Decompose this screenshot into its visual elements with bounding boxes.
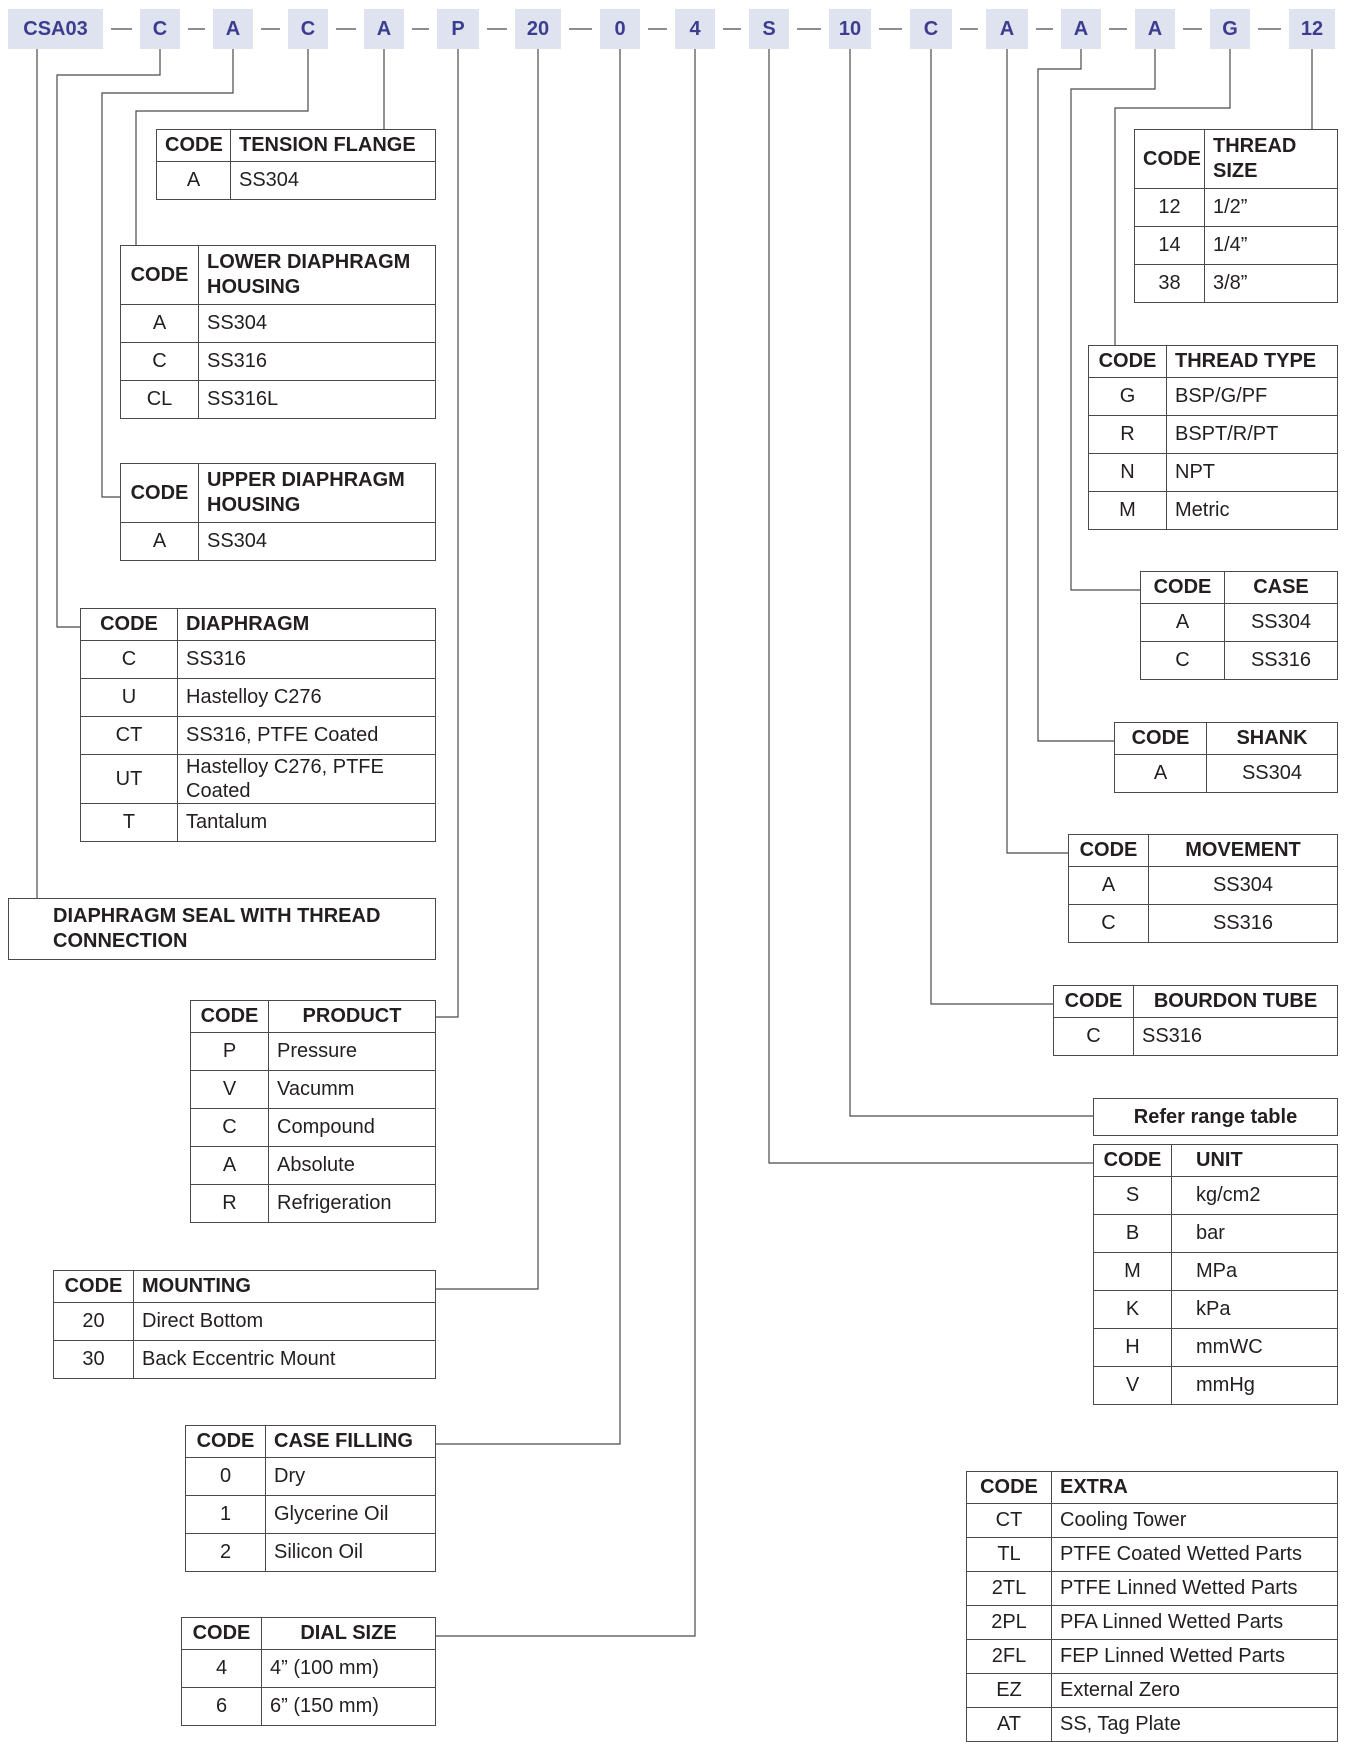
dial-size-table (181, 1617, 436, 1726)
table-row (54, 1303, 436, 1341)
table-title: UNIT (1172, 1145, 1338, 1177)
code-header: CODE (1069, 835, 1149, 867)
code-header: CODE (1089, 346, 1167, 378)
code-segment-12: A (986, 9, 1028, 49)
code-header: CODE (54, 1271, 134, 1303)
row-value: BSPT/R/PT (1167, 416, 1338, 454)
row-value: PFA Linned Wetted Parts (1052, 1606, 1338, 1640)
row-value: SS304 (199, 523, 436, 561)
product-description: DIAPHRAGM SEAL WITH THREAD CONNECTION (53, 905, 381, 952)
row-code: A (191, 1147, 269, 1185)
row-value: Hastelloy C276 (178, 679, 436, 717)
row-value: 4” (100 mm) (262, 1650, 436, 1688)
table-row (81, 804, 436, 842)
row-value: 1/4” (1205, 227, 1338, 265)
row-code: EZ (967, 1674, 1052, 1708)
table-title: DIAPHRAGM (178, 609, 436, 641)
code-segment-3: C (288, 9, 328, 49)
row-code: M (1089, 492, 1167, 530)
table-row (121, 381, 436, 419)
row-code: C (121, 343, 199, 381)
code-segment-6: 20 (515, 9, 561, 49)
table-row (157, 162, 436, 200)
code-segment-0: CSA03 (8, 9, 103, 49)
row-value: SS316 (178, 641, 436, 679)
table-row (1094, 1215, 1338, 1253)
table-row (191, 1147, 436, 1185)
row-value: SS304 (231, 162, 436, 200)
code-segment-16: 12 (1289, 9, 1335, 49)
table-row (1141, 642, 1338, 680)
row-code: 12 (1135, 189, 1205, 227)
row-code: S (1094, 1177, 1172, 1215)
row-value: Cooling Tower (1052, 1504, 1338, 1538)
row-code: A (121, 305, 199, 343)
thread-size-table (1134, 129, 1338, 303)
code-segment-7: 0 (600, 9, 640, 49)
code-segment-1: C (140, 9, 180, 49)
row-code: P (191, 1033, 269, 1071)
table-row (1141, 604, 1338, 642)
table-row (1135, 265, 1338, 303)
row-value: 6” (150 mm) (262, 1688, 436, 1726)
row-code: 38 (1135, 265, 1205, 303)
table-row (1135, 189, 1338, 227)
row-code: UT (81, 755, 178, 804)
row-code: U (81, 679, 178, 717)
table-row (182, 1688, 436, 1726)
code-header: CODE (1135, 130, 1205, 189)
table-row (1054, 1018, 1338, 1056)
row-value: Vacumm (269, 1071, 436, 1109)
thread-type-table (1088, 345, 1338, 530)
table-title: SHANK (1207, 723, 1338, 755)
bourdon-tube-table (1053, 985, 1338, 1056)
row-value: PTFE Coated Wetted Parts (1052, 1538, 1338, 1572)
table-title: MOVEMENT (1149, 835, 1338, 867)
row-code: AT (967, 1708, 1052, 1742)
row-code: H (1094, 1329, 1172, 1367)
row-code: CT (81, 717, 178, 755)
code-header: CODE (81, 609, 178, 641)
extra-table (966, 1471, 1338, 1742)
row-code: 6 (182, 1688, 262, 1726)
row-value: SS304 (1207, 755, 1338, 793)
table-title: MOUNTING (134, 1271, 436, 1303)
case-table (1140, 571, 1338, 680)
product-description-box (8, 898, 436, 960)
product-table (190, 1000, 436, 1223)
row-value: SS316L (199, 381, 436, 419)
row-code: A (121, 523, 199, 561)
table-row (54, 1341, 436, 1379)
code-header: CODE (186, 1426, 266, 1458)
code-segment-9: S (749, 9, 789, 49)
diaphragm-table (80, 608, 436, 842)
row-code: C (81, 641, 178, 679)
row-code: C (1054, 1018, 1134, 1056)
row-code: G (1089, 378, 1167, 416)
table-row (1094, 1329, 1338, 1367)
row-value: Direct Bottom (134, 1303, 436, 1341)
table-row (81, 679, 436, 717)
row-code: 2TL (967, 1572, 1052, 1606)
row-value: SS316 (1225, 642, 1338, 680)
table-row (1094, 1177, 1338, 1215)
code-header: CODE (1141, 572, 1225, 604)
table-row (967, 1538, 1338, 1572)
row-code: V (191, 1071, 269, 1109)
row-code: 14 (1135, 227, 1205, 265)
row-value: Silicon Oil (266, 1534, 436, 1572)
table-row (1069, 867, 1338, 905)
row-code: V (1094, 1367, 1172, 1405)
row-value: PTFE Linned Wetted Parts (1052, 1572, 1338, 1606)
row-value: Pressure (269, 1033, 436, 1071)
code-segment-15: G (1210, 9, 1250, 49)
row-value: 1/2” (1205, 189, 1338, 227)
table-title: LOWER DIAPHRAGM HOUSING (199, 246, 436, 305)
row-value: Hastelloy C276, PTFE Coated (178, 755, 436, 804)
row-code: M (1094, 1253, 1172, 1291)
row-value: Tantalum (178, 804, 436, 842)
movement-table (1068, 834, 1338, 943)
row-code: 2FL (967, 1640, 1052, 1674)
row-code: 20 (54, 1303, 134, 1341)
table-row (81, 641, 436, 679)
row-value: Metric (1167, 492, 1338, 530)
row-value: Back Eccentric Mount (134, 1341, 436, 1379)
row-value: MPa (1172, 1253, 1338, 1291)
row-code: CT (967, 1504, 1052, 1538)
row-code: C (191, 1109, 269, 1147)
code-header: CODE (157, 130, 231, 162)
row-value: kg/cm2 (1172, 1177, 1338, 1215)
row-value: Refrigeration (269, 1185, 436, 1223)
table-row (186, 1534, 436, 1572)
upper-diaphragm-housing-table (120, 463, 436, 561)
table-row (1089, 416, 1338, 454)
table-row (967, 1572, 1338, 1606)
row-code: T (81, 804, 178, 842)
case-filling-table (185, 1425, 436, 1572)
code-header: CODE (967, 1472, 1052, 1504)
table-row (191, 1071, 436, 1109)
row-code: 30 (54, 1341, 134, 1379)
row-code: A (157, 162, 231, 200)
table-row (1089, 454, 1338, 492)
table-title: UPPER DIAPHRAGM HOUSING (199, 464, 436, 523)
table-title: TENSION FLANGE (231, 130, 436, 162)
row-value: Dry (266, 1458, 436, 1496)
code-header: CODE (1094, 1145, 1172, 1177)
mounting-table (53, 1270, 436, 1379)
table-row (967, 1504, 1338, 1538)
code-header: CODE (1054, 986, 1134, 1018)
row-value: 3/8” (1205, 265, 1338, 303)
table-row (191, 1109, 436, 1147)
table-row (186, 1458, 436, 1496)
table-row (1094, 1291, 1338, 1329)
row-code: B (1094, 1215, 1172, 1253)
code-segment-14: A (1135, 9, 1175, 49)
table-row (81, 717, 436, 755)
table-row (967, 1606, 1338, 1640)
row-value: mmHg (1172, 1367, 1338, 1405)
row-value: SS, Tag Plate (1052, 1708, 1338, 1742)
table-row (967, 1674, 1338, 1708)
row-code: 2 (186, 1534, 266, 1572)
shank-table (1114, 722, 1338, 793)
table-row (1089, 378, 1338, 416)
code-segment-10: 10 (829, 9, 871, 49)
row-value: Absolute (269, 1147, 436, 1185)
code-header: CODE (121, 246, 199, 305)
table-row (186, 1496, 436, 1534)
table-row (121, 305, 436, 343)
table-title: THREAD SIZE (1205, 130, 1338, 189)
row-value: Glycerine Oil (266, 1496, 436, 1534)
row-code: A (1069, 867, 1149, 905)
range-note: Refer range table (1133, 1105, 1298, 1128)
table-row (121, 343, 436, 381)
row-value: SS304 (199, 305, 436, 343)
table-title: DIAL SIZE (262, 1618, 436, 1650)
table-title: CASE (1225, 572, 1338, 604)
row-value: SS316 (199, 343, 436, 381)
table-row (81, 755, 436, 804)
range-note-box (1093, 1098, 1338, 1136)
code-header: CODE (1115, 723, 1207, 755)
unit-table (1093, 1144, 1338, 1405)
table-row (1135, 227, 1338, 265)
row-code: 1 (186, 1496, 266, 1534)
table-title: THREAD TYPE (1167, 346, 1338, 378)
row-code: A (1115, 755, 1207, 793)
row-code: R (191, 1185, 269, 1223)
table-row (1069, 905, 1338, 943)
row-code: TL (967, 1538, 1052, 1572)
code-segment-4: A (364, 9, 404, 49)
row-code: 0 (186, 1458, 266, 1496)
row-code: N (1089, 454, 1167, 492)
code-header: CODE (182, 1618, 262, 1650)
row-value: FEP Linned Wetted Parts (1052, 1640, 1338, 1674)
table-title: EXTRA (1052, 1472, 1338, 1504)
table-row (1094, 1367, 1338, 1405)
row-code: A (1141, 604, 1225, 642)
row-code: K (1094, 1291, 1172, 1329)
table-row (191, 1033, 436, 1071)
code-segment-5: P (437, 9, 479, 49)
table-row (1089, 492, 1338, 530)
lower-diaphragm-housing-table (120, 245, 436, 419)
row-value: External Zero (1052, 1674, 1338, 1708)
table-row (967, 1708, 1338, 1742)
table-row (1094, 1253, 1338, 1291)
tension-flange-table (156, 129, 436, 200)
code-header: CODE (191, 1001, 269, 1033)
row-code: 4 (182, 1650, 262, 1688)
code-segment-8: 4 (675, 9, 715, 49)
table-row (121, 523, 436, 561)
table-title: PRODUCT (269, 1001, 436, 1033)
row-code: R (1089, 416, 1167, 454)
table-title: BOURDON TUBE (1134, 986, 1338, 1018)
row-value: SS304 (1149, 867, 1338, 905)
row-code: CL (121, 381, 199, 419)
row-value: BSP/G/PF (1167, 378, 1338, 416)
table-row (191, 1185, 436, 1223)
row-value: NPT (1167, 454, 1338, 492)
table-title: CASE FILLING (266, 1426, 436, 1458)
code-header: CODE (121, 464, 199, 523)
row-value: SS316 (1149, 905, 1338, 943)
row-value: bar (1172, 1215, 1338, 1253)
row-code: 2PL (967, 1606, 1052, 1640)
row-code: C (1141, 642, 1225, 680)
row-value: mmWC (1172, 1329, 1338, 1367)
row-value: SS304 (1225, 604, 1338, 642)
code-segment-11: C (910, 9, 952, 49)
table-row (1115, 755, 1338, 793)
row-value: SS316 (1134, 1018, 1338, 1056)
code-segment-2: A (213, 9, 253, 49)
table-row (182, 1650, 436, 1688)
row-value: SS316, PTFE Coated (178, 717, 436, 755)
table-row (967, 1640, 1338, 1674)
code-segment-13: A (1061, 9, 1101, 49)
row-value: kPa (1172, 1291, 1338, 1329)
row-code: C (1069, 905, 1149, 943)
row-value: Compound (269, 1109, 436, 1147)
